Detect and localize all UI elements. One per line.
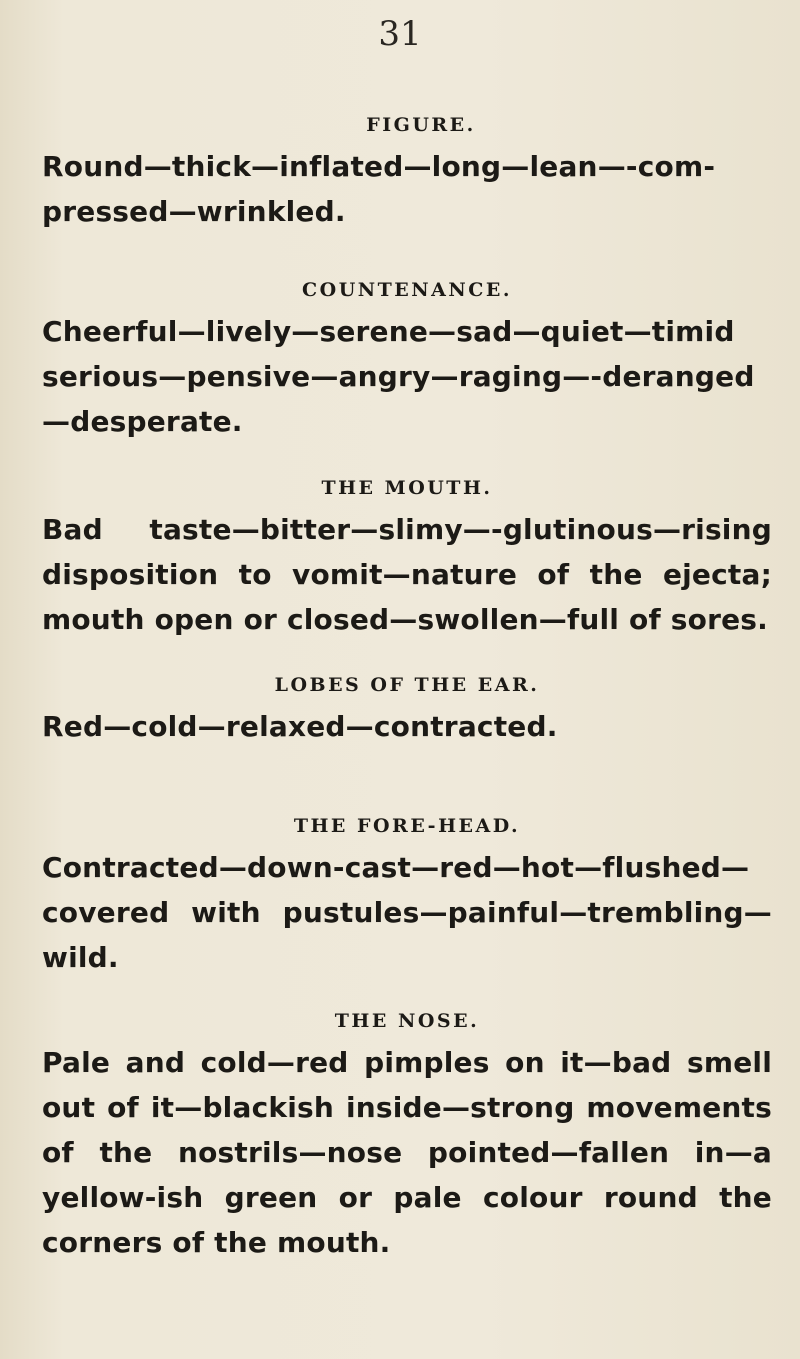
section-text: Bad taste—bitter—slimy—-glutinous—rising disposition to vomit—nature of the ejecta; mouth open or closed—swollen—full of sores.	[42, 513, 772, 636]
section-text: Cheerful—lively—serene—sad—quiet—timid serious—pensive—angry—raging—-deranged—desperate.	[42, 315, 755, 438]
section-ear-lobes	[42, 672, 772, 749]
section-mouth	[42, 475, 772, 642]
section-heading: THE FORE-HEAD.	[293, 815, 521, 837]
section-heading: THE MOUTH.	[321, 477, 493, 499]
section-heading: COUNTENANCE.	[302, 279, 512, 301]
section-heading: FIGURE.	[366, 114, 476, 136]
section-countenance	[42, 277, 772, 444]
section-text: Red—cold—relaxed—contracted.	[42, 710, 558, 743]
section-forehead	[42, 813, 772, 980]
section-nose	[42, 1008, 772, 1265]
section-text: Round—thick—inflated—long—lean—-com-pressed—wrinkled.	[42, 150, 716, 228]
section-heading: LOBES OF THE EAR.	[274, 674, 540, 696]
section-figure	[42, 112, 772, 234]
section-heading: THE NOSE.	[334, 1010, 480, 1032]
section-text: Contracted—down-cast—red—hot—flushed—covered with pustules—painful—trembling—wild.	[42, 851, 772, 974]
page-number: 31	[378, 14, 422, 54]
section-text: Pale and cold—red pimples on it—bad smell out of it—blackish inside—strong movements of the nostrils—nose pointed—fallen in—a yellow-ish green or pale colour round the corners of the mouth.	[42, 1046, 772, 1259]
